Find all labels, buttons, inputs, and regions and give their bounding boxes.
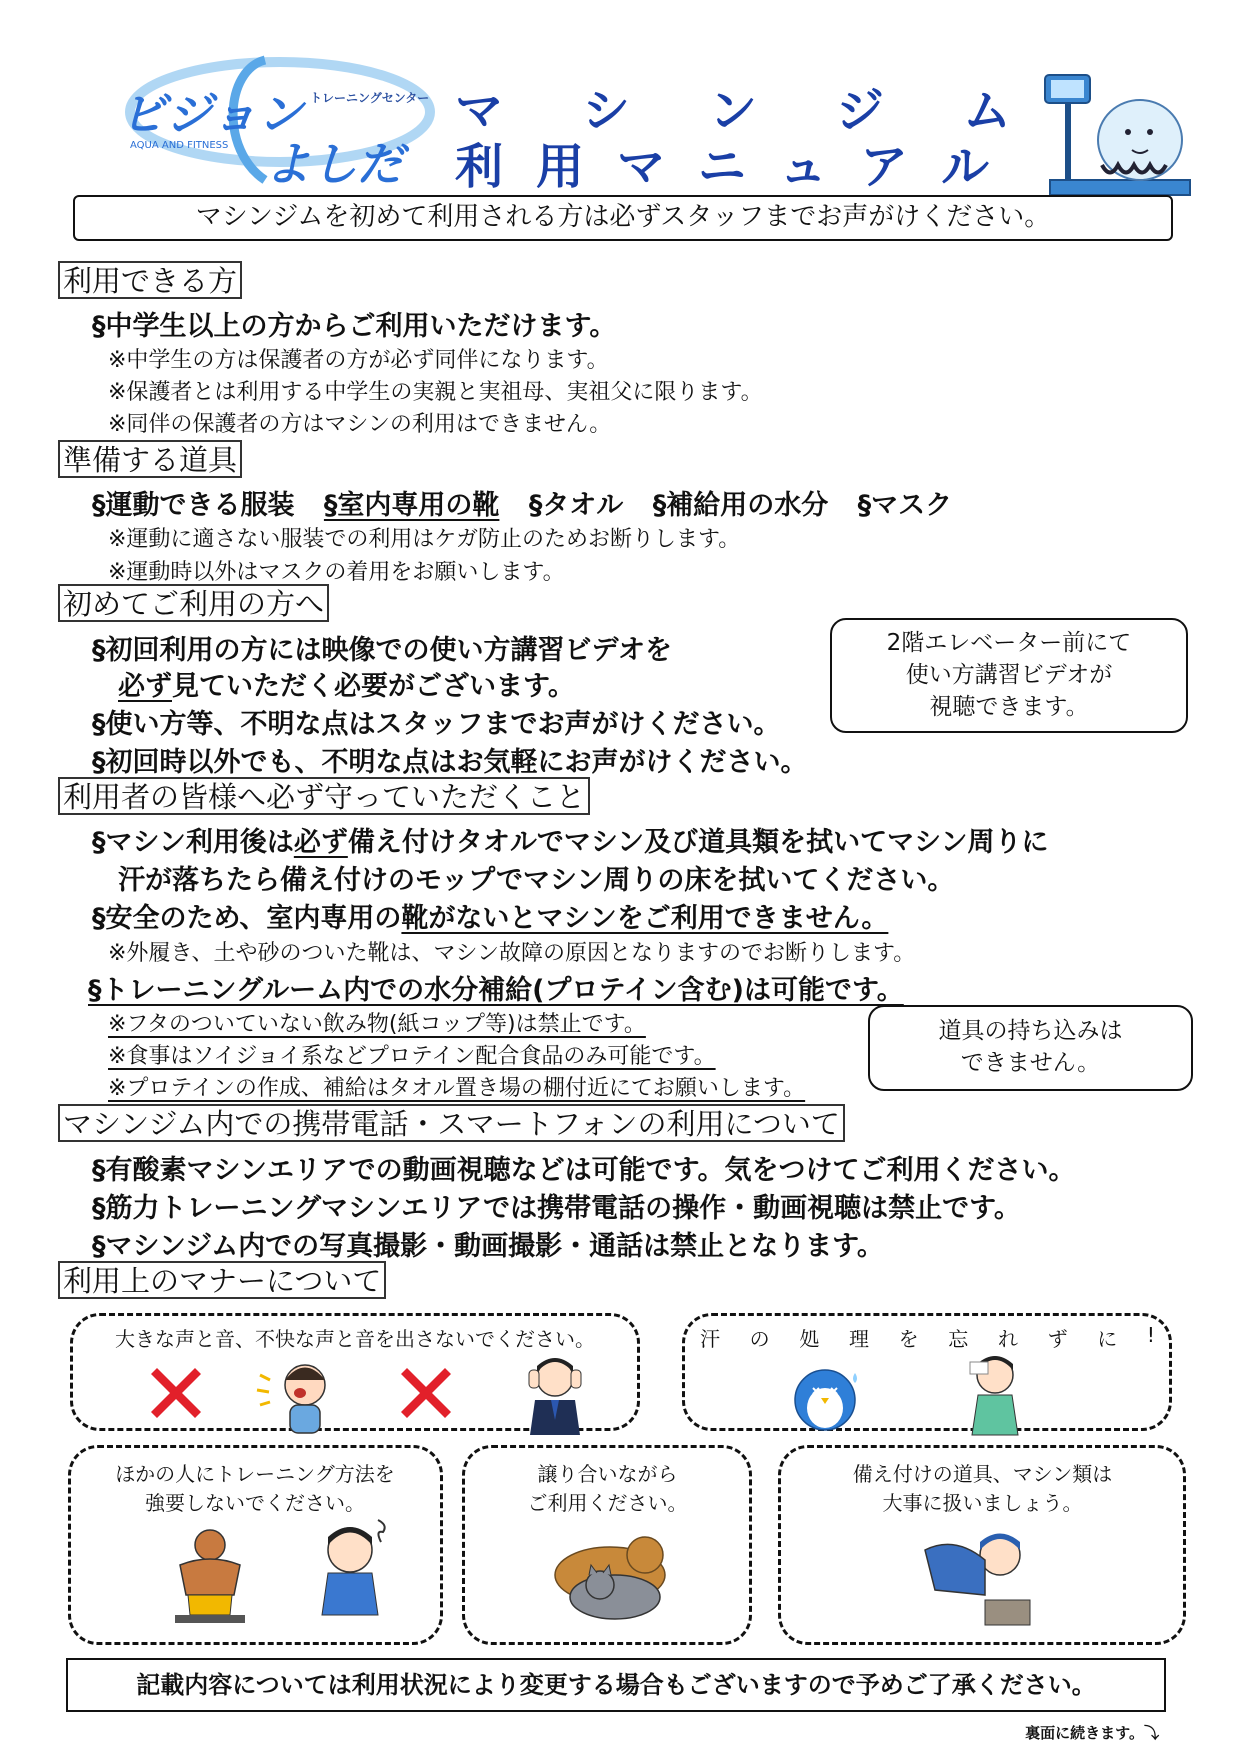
section-heading-phone: マシンジム内での携帯電話・スマートフォンの利用について xyxy=(58,1104,845,1142)
manner-noise-text: 大きな声と音、不快な声と音を出さないでください。 xyxy=(115,1327,595,1351)
first-time-bullet-2: §使い方等、不明な点はスタッフまでお声がけください。 xyxy=(92,709,781,740)
section-heading-eligible: 利用できる方 xyxy=(58,261,242,299)
phone-bullet-3: §マシンジム内での写真撮影・動画撮影・通話は禁止となります。 xyxy=(92,1231,884,1262)
section-heading-equipment: 準備する道具 xyxy=(58,440,242,478)
footer-disclaimer: 記載内容については利用状況により変更する場合もございますので予めご了承ください。 xyxy=(66,1658,1166,1712)
wiping-floor-man-illustration xyxy=(915,1520,1040,1634)
rules-drink-note-1: ※フタのついていない飲み物(紙コップ等)は禁止です。 xyxy=(108,1012,646,1037)
turn-arrow-icon: ⤵ xyxy=(1143,1724,1159,1742)
annoyed-man-illustration xyxy=(310,1515,400,1619)
phone-bullet-1: §有酸素マシンエリアでの動画視聴などは可能です。気をつけてご利用ください。 xyxy=(92,1155,1076,1186)
sweating-penguin-illustration xyxy=(785,1358,865,1437)
logo-main-line1: ビジョン xyxy=(120,87,304,141)
equipment-item: §マスク xyxy=(857,490,953,521)
logo-sub-en: AQUA AND FITNESS xyxy=(130,140,229,151)
first-time-bullet-1-cont: 必ず見ていただく必要がございます。 xyxy=(118,671,575,702)
first-time-notice: マシンジムを初めて利用される方は必ずスタッフまでお声がけください。 xyxy=(73,195,1173,241)
cross-mark-icon xyxy=(145,1362,207,1428)
muscle-man-illustration xyxy=(170,1525,250,1629)
continue-on-back: 裏面に続きます。⤵ xyxy=(1025,1724,1159,1742)
manner-no-coaching-text: ほかの人にトレーニング方法を 強要しないでください。 xyxy=(115,1462,395,1515)
eligible-note-2: ※保護者とは利用する中学生の実親と実祖母、実祖父に限ります。 xyxy=(108,380,763,405)
manner-sweat-text: 汗 の 処 理 を 忘 れ ず に ! xyxy=(700,1323,1155,1351)
video-info-box: 2階エレベーター前にて 使い方講習ビデオが 視聴できます。 xyxy=(830,618,1188,733)
covering-ears-man-illustration xyxy=(515,1350,595,1439)
shouting-boy-illustration xyxy=(255,1355,340,1439)
treadmill-mascot-illustration xyxy=(1040,70,1200,200)
equipment-item: §室内専用の靴 xyxy=(323,490,500,521)
equipment-item: §タオル xyxy=(528,490,624,521)
eligible-note-3: ※同伴の保護者の方はマシンの利用はできません。 xyxy=(108,412,612,437)
manner-share-text: 譲り合いながら ご利用ください。 xyxy=(527,1462,688,1515)
rules-bullet-2: §安全のため、室内専用の靴がないとマシンをご利用できません。 xyxy=(92,903,889,934)
first-time-bullet-1: §初回利用の方には映像での使い方講習ビデオを xyxy=(92,635,672,666)
rules-bullet-3: §トレーニングルーム内での水分補給(プロテイン含む)は可能です。 xyxy=(88,975,904,1006)
logo-main-line2: よしだ xyxy=(265,137,403,191)
logo-sub-jp: トレーニングセンター xyxy=(310,91,430,105)
wiping-sweat-boy-illustration xyxy=(960,1350,1030,1439)
equipment-note-2: ※運動時以外はマスクの着用をお願いします。 xyxy=(108,560,565,585)
section-heading-manners: 利用上のマナーについて xyxy=(58,1261,386,1299)
rules-bullet-1-cont: 汗が落ちたら備え付けのモップでマシン周りの床を拭いてください。 xyxy=(118,865,955,896)
eligible-note-1: ※中学生の方は保護者の方が必ず同伴になります。 xyxy=(108,348,609,373)
facility-logo xyxy=(115,50,445,190)
equipment-item: §補給用の水分 xyxy=(652,490,829,521)
eligible-bullet: §中学生以上の方からご利用いただけます。 xyxy=(92,311,617,342)
rules-bullet-1: §マシン利用後は必ず備え付けタオルでマシン及び道具類を拭いてマシン周りに xyxy=(92,827,1049,858)
equipment-note-1: ※運動に適さない服装での利用はケガ防止のためお断りします。 xyxy=(108,527,741,552)
equipment-items xyxy=(92,483,952,522)
dog-and-cat-illustration xyxy=(545,1525,685,1629)
no-equipment-box: 道具の持ち込みは できません。 xyxy=(868,1005,1193,1091)
rules-drink-note-3: ※プロテインの作成、補給はタオル置き場の棚付近にてお願いします。 xyxy=(108,1076,806,1101)
rules-note-1: ※外履き、土や砂のついた靴は、マシン故障の原因となりますのでお断りします。 xyxy=(108,941,916,966)
manner-handle-care-text: 備え付けの道具、マシン類は 大事に扱いましょう。 xyxy=(852,1462,1113,1515)
first-time-bullet-3: §初回時以外でも、不明な点はお気軽にお声がけください。 xyxy=(92,747,808,778)
phone-bullet-2: §筋力トレーニングマシンエリアでは携帯電話の操作・動画視聴は禁止です。 xyxy=(92,1193,1021,1224)
section-heading-first-time: 初めてご利用の方へ xyxy=(58,584,329,622)
equipment-item: §運動できる服装 xyxy=(92,490,295,521)
section-heading-rules: 利用者の皆様へ必ず守っていただくこと xyxy=(58,777,590,815)
rules-drink-note-2: ※食事はソイジョイ系などプロテイン配合食品のみ可能です。 xyxy=(108,1044,716,1069)
cross-mark-icon xyxy=(395,1362,457,1428)
